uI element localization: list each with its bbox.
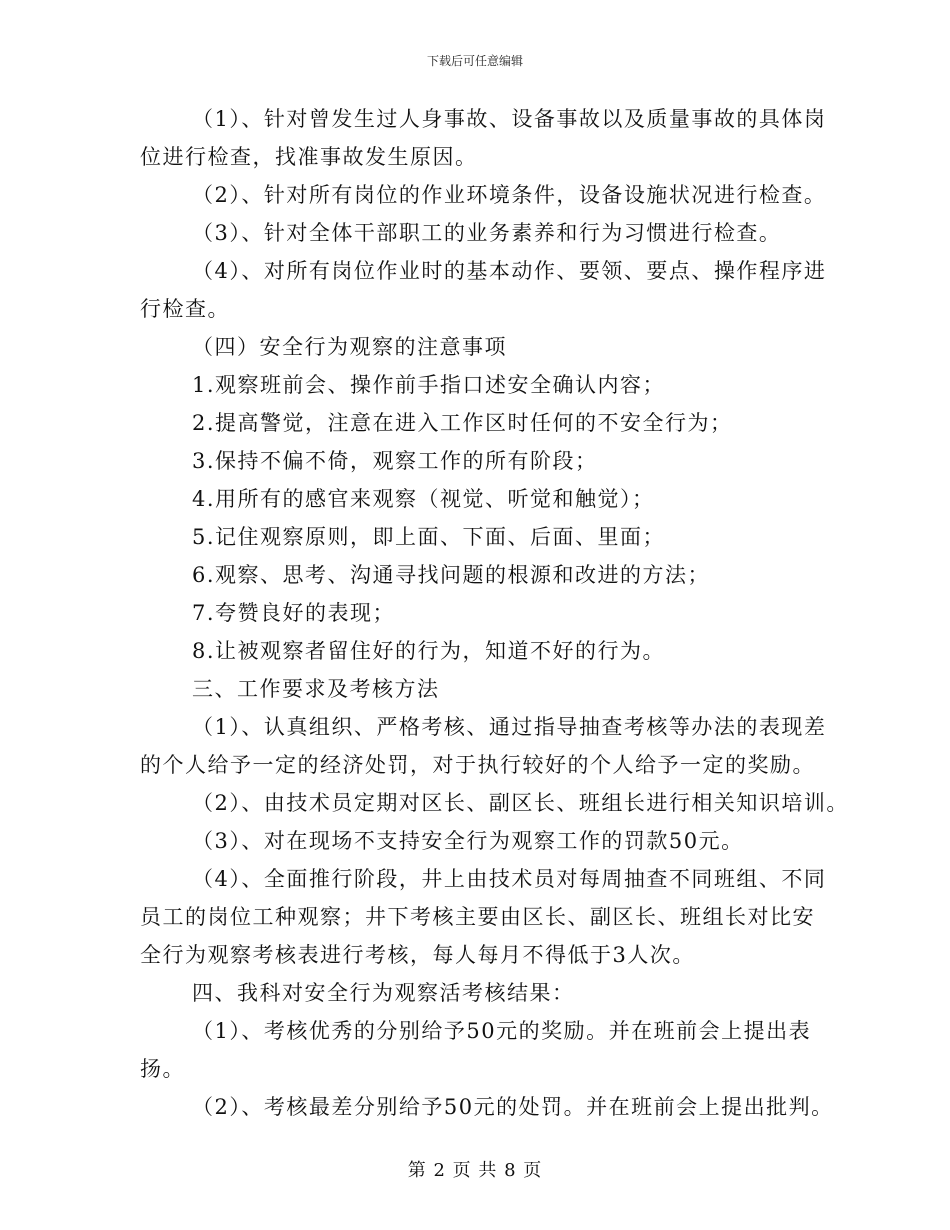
- text-line: （四）安全行为观察的注意事项: [192, 335, 507, 359]
- text-line: （1）、考核优秀的分别给予50元的奖励。并在班前会上提出表: [192, 1019, 812, 1043]
- text-line: 的个人给予一定的经济处罚，对于执行较好的个人给予一定的奖励。: [140, 753, 815, 777]
- page-number-footer: 第 2 页 共 8 页: [407, 1160, 543, 1181]
- text-line: 6.观察、思考、沟通寻找问题的根源和改进的方法；: [192, 563, 711, 587]
- text-line: （1）、认真组织、严格考核、通过指导抽查考核等办法的表现差: [192, 715, 827, 739]
- text-line: （4）、全面推行阶段，井上由技术员对每周抽查不同班组、不同: [192, 867, 827, 891]
- text-line: 1.观察班前会、操作前手指口述安全确认内容；: [192, 373, 666, 397]
- text-line: 8.让被观察者留住好的行为，知道不好的行为。: [192, 639, 666, 663]
- text-line: （2）、由技术员定期对区长、副区长、班组长进行相关知识培训。: [192, 791, 849, 815]
- text-line: 三、工作要求及考核方法: [192, 677, 440, 701]
- text-line: 行检查。: [140, 297, 230, 321]
- text-line: 3.保持不偏不倚，观察工作的所有阶段；: [192, 449, 598, 473]
- text-line: （4）、对所有岗位作业时的基本动作、要领、要点、操作程序进: [192, 259, 827, 283]
- text-line: 4.用所有的感官来观察（视觉、听觉和触觉）；: [192, 487, 655, 511]
- text-line: （1）、针对曾发生过人身事故、设备事故以及质量事故的具体岗: [192, 107, 827, 131]
- page-header-note: 下载后可任意编辑: [426, 54, 523, 68]
- document-body: [140, 100, 849, 1126]
- text-line: 5.记住观察原则，即上面、下面、后面、里面；: [192, 525, 666, 549]
- text-line: 四、我科对安全行为观察活考核结果：: [192, 981, 575, 1005]
- text-line: 位进行检查，找准事故发生原因。: [140, 145, 478, 169]
- text-line: 全行为观察考核表进行考核，每人每月不得低于3人次。: [140, 943, 695, 967]
- text-line: 2.提高警觉，注意在进入工作区时任何的不安全行为；: [192, 411, 733, 435]
- text-line: （3）、针对全体干部职工的业务素养和行为习惯进行检查。: [192, 221, 782, 245]
- text-line: 扬。: [140, 1057, 185, 1081]
- text-line: 7.夸赞良好的表现；: [192, 601, 396, 625]
- text-line: （3）、对在现场不支持安全行为观察工作的罚款50元。: [192, 829, 744, 853]
- text-line: （2）、考核最差分别给予50元的处罚。并在班前会上提出批判。: [192, 1095, 834, 1119]
- text-line: 员工的岗位工种观察；井下考核主要由区长、副区长、班组长对比安: [140, 905, 815, 929]
- text-line: （2）、针对所有岗位的作业环境条件，设备设施状况进行检查。: [192, 183, 827, 207]
